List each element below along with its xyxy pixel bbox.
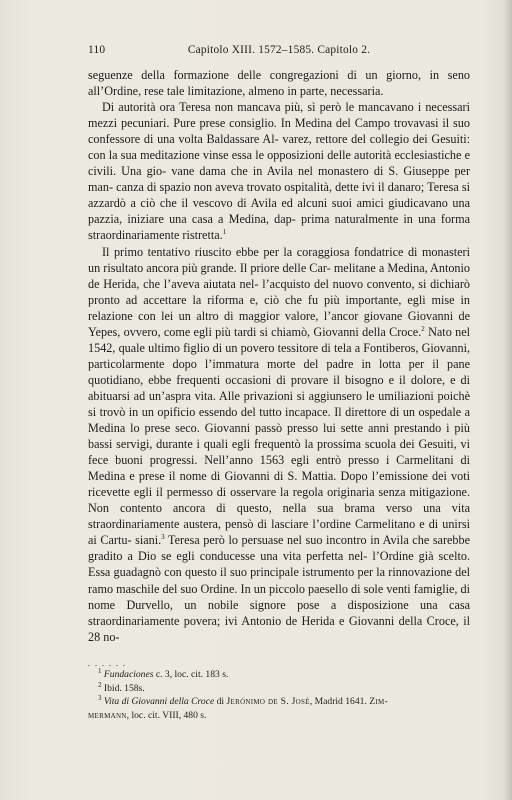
- text-line: sarebbe gradito a Dio se egli conducesse una vita perfetta nel-: [88, 533, 471, 564]
- text-line: Teresa però lo persuase nel suo incontro in Avila che: [168, 533, 430, 548]
- footnote-ref: , Madrid 1641.: [309, 696, 370, 708]
- text-line: varez, rettore del collegio dei Gesuiti: con la sua meditazione vinse: [88, 132, 471, 163]
- text-line: riforma e, ciò che fu più importante, egli mise in relazione con: [88, 292, 471, 323]
- text-line: prima naturalmente in una forma straordinariamente ristretta.: [88, 212, 470, 243]
- text-line: privazioni si aggiunsero le umiliazioni poichè si trovò in un opificio: [88, 388, 471, 419]
- running-header: [88, 44, 470, 60]
- text-line: Nato nel 1542, quale ultimo figlio di un povero tessitore di tela: [88, 324, 470, 355]
- text-line: amici giudicavano una pazzia, iniziare una casa a Medina, dap-: [88, 196, 471, 227]
- text-line: vane dama che in Avila nel monastero di S. Giuseppe per man-: [88, 164, 471, 195]
- text-line: Campo trovavasi il suo confessore di una volta Baldassare Al-: [88, 116, 470, 147]
- footnote-author: mermann: [88, 709, 127, 721]
- footnote-ref: c. 3, loc. cit. 183 s.: [153, 669, 229, 680]
- text-line: padre in lotta per il pane quotidiano, ebbe frequenti occasioni di: [88, 356, 471, 387]
- text-line: melitane a Medina, Antonio de Herida, che l’aveva aiutata nel-: [88, 260, 471, 291]
- text-line: seguenze della formazione delle congregazioni di un giorno, in: [88, 68, 440, 82]
- footnote: [98, 682, 470, 696]
- running-title: Capitolo XIII. 1572–1585. Capitolo 2.: [187, 44, 371, 56]
- text-line: siani.: [135, 533, 162, 548]
- text-line: canza di spazio non aveva trovato ospitalità, dette ivi il danaro;: [116, 180, 425, 195]
- text-line: ovvero, come egli più tardi si chiamò, Giovanni della Croce.: [123, 324, 422, 339]
- footnote-number: 3: [98, 694, 102, 702]
- footnote-ref: di: [214, 696, 227, 708]
- text-line: i Carmelitani di Medina e prese il nome di Giovanni di S. Mattia.: [88, 453, 471, 484]
- text-line: In un piccolo paesello di sole venti famiglie, di nome Durvello,: [88, 581, 471, 612]
- text-line: lei un altro di maggior valore, l’ancor giovane Giovanni de Yepes,: [88, 308, 471, 339]
- footnote-number: 1: [98, 666, 102, 675]
- footnote: [98, 668, 470, 682]
- text-line: Il primo tentativo riuscito ebbe per la coraggiosa fondatrice: [102, 244, 404, 259]
- footnote: [88, 694, 470, 722]
- text-line: l’Ordine già scelto. Essa guadagnò con questo il suo principale: [88, 549, 471, 580]
- paragraph: [88, 67, 470, 99]
- footnotes: [88, 666, 470, 722]
- text-line: i necessari mezzi pecuniari. Pure prese consiglio. In Medina del: [88, 100, 470, 131]
- text-line: un nobile signore pose a disposizione una casa straordinariamente: [88, 597, 471, 628]
- text-line: la regola originaria senza mitigazione. Non contento ancora di: [88, 485, 470, 516]
- text-line: di monasteri un risultato ancora più grande. Il priore delle Car-: [88, 244, 471, 275]
- footnote-work-title: Fundaciones: [103, 669, 154, 680]
- text-line: bassi servigi, durante i quali egli frequentò la prossima scuola: [88, 437, 396, 452]
- text-line: dei Gesuiti, vi fece buoni progressi. Nell’anno 1563 egli entrò presso: [88, 437, 470, 468]
- text-line: prese seco. Giovanni passò presso lui sette anni prestando i più: [144, 421, 470, 436]
- page-number: 110: [88, 44, 106, 56]
- main-text: [88, 67, 470, 645]
- footnote-separator: [88, 655, 148, 661]
- text-line: essa le opposizioni delle autorità ecclesiastiche e civili. Una gio-: [88, 148, 471, 179]
- footnote-mark: 2: [421, 324, 425, 333]
- text-line: pensò di lasciare l’ordine Carmelitano e di unirsi ai Cartu-: [88, 517, 471, 548]
- text-line: Teresa si azzardò a ciò che il vescovo di Avila ed alcuni suoi: [88, 180, 470, 211]
- footnote-work-title: Vita di Giovanni della Croce: [103, 696, 215, 708]
- footnote-author: Jerónimo de S. José: [226, 696, 310, 708]
- footnote-number: 2: [98, 680, 102, 689]
- text-line: povera; ivi Antonio de Herida e Giovanni della Croce, il 28 no-: [88, 613, 470, 644]
- paragraph: [88, 99, 470, 243]
- page-edge-shadow: [504, 0, 512, 800]
- text-line: essendo del tutto incapace. Il direttore di un ospedale a Medina lo: [88, 404, 471, 436]
- footnote-mark: 3: [161, 533, 165, 542]
- footnote-ref: , loc. cit. VIII, 480 s.: [126, 709, 207, 721]
- footnote-continuation: [88, 710, 206, 721]
- text-line: Di autorità ora Teresa non mancava più, sì però le mancavano: [102, 100, 414, 115]
- text-line: a Fontiberos, Giovanni, particolarmente dopo l’immatura morte del: [88, 340, 471, 371]
- text-line: questo, nella sua brama verso una vita straordinariamente austera,: [88, 501, 470, 532]
- text-line: provare il bisogno e il dolore, e di abituarsi ad un’aspra vita. Alle: [88, 372, 471, 403]
- text-line: Dopo l’emissione dei voti ricevette egli il permesso di osservare: [88, 469, 471, 500]
- footnote-author: Zim-: [369, 696, 389, 708]
- text-line: seno all’Ordine, rese tale limitazione, almeno in parte, necessaria.: [88, 68, 471, 99]
- footnote-mark: 1: [222, 228, 227, 237]
- footnote-ref: Ibid. 158s.: [103, 682, 145, 694]
- text-line: istrumento per la rinnovazione del ramo maschile del suo Ordine.: [88, 565, 471, 596]
- paragraph: [88, 244, 470, 645]
- text-line: l’acquisto del nuovo convento, si dichiarò pronto ad accettare la: [88, 276, 470, 307]
